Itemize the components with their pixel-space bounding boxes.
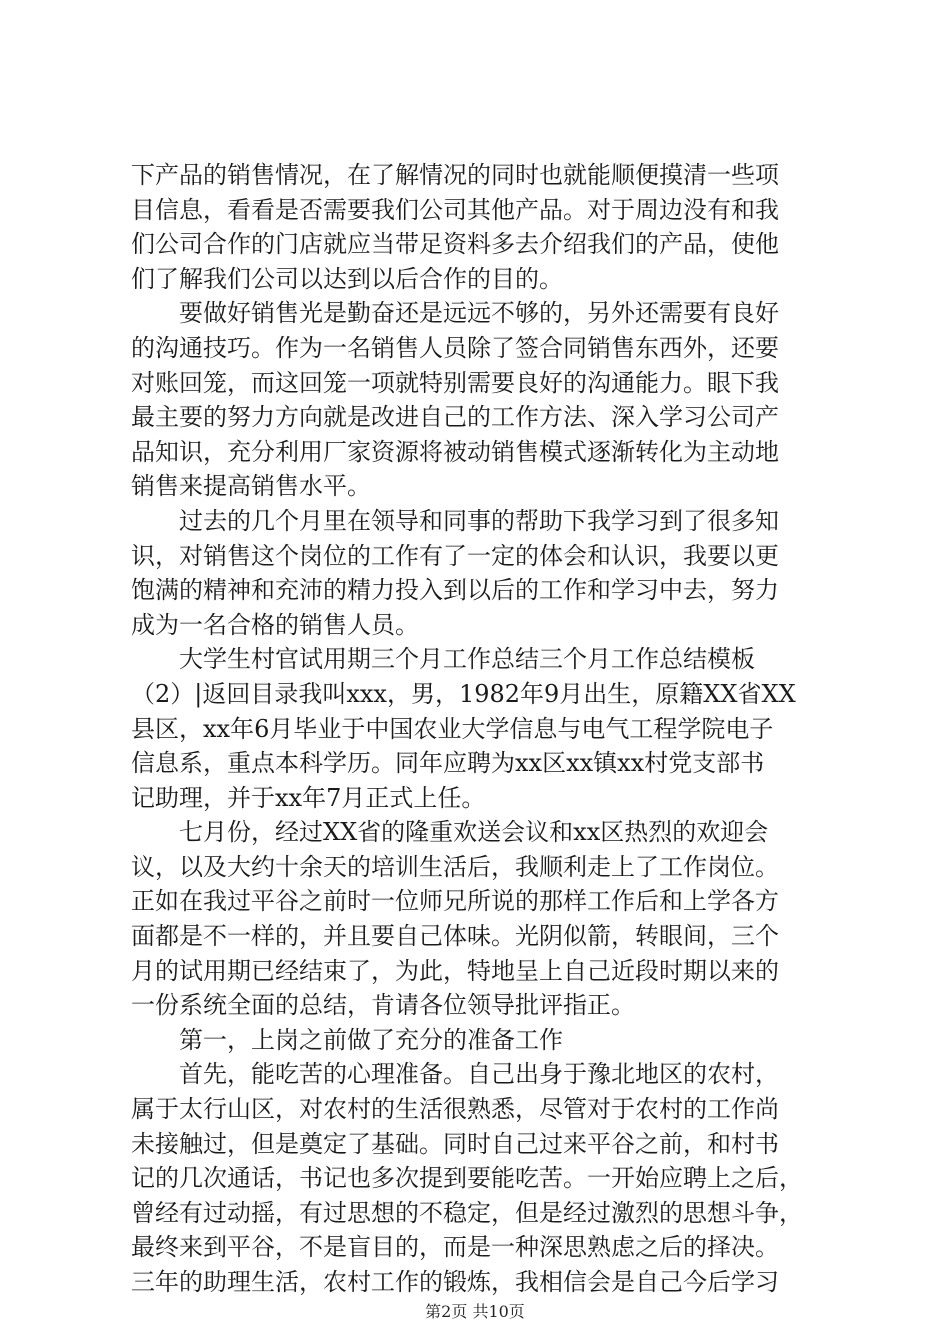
text-line: 第一，上岗之前做了充分的准备工作 [131, 1025, 563, 1054]
text-line: 未接触过，但是奠定了基础。同时自己过来平谷之前，和村书 [131, 1129, 779, 1158]
text-line: 面都是不一样的，并且要自己体味。光阴似箭，转眼间，三个 [131, 922, 779, 951]
text-line: 信息系，重点本科学历。同年应聘为xx区xx镇xx村党支部书 [131, 749, 765, 778]
text-line: 目信息，看看是否需要我们公司其他产品。对于周边没有和我 [131, 195, 779, 224]
text-line: 销售来提高销售水平。 [131, 472, 371, 501]
text-line: 下产品的销售情况，在了解情况的同时也就能顺便摸清一些项 [131, 161, 779, 189]
text-line: 饱满的精神和充沛的精力投入到以后的工作和学习中去，努力 [131, 576, 779, 605]
page-number-footer: 第2页 共10页 [425, 1302, 525, 1321]
text-line: 品知识，充分利用厂家资源将被动销售模式逐渐转化为主动地 [131, 437, 779, 466]
text-line: 月的试用期已经结束了，为此，特地呈上自己近段时期以来的 [131, 956, 779, 985]
text-line: 议，以及大约十余天的培训生活后，我顺利走上了工作岗位。 [131, 852, 779, 881]
text-line: 最主要的努力方向就是改进自己的工作方法、深入学习公司产 [131, 403, 779, 432]
text-line: 对账回笼，而这回笼一项就特别需要良好的沟通能力。眼下我 [131, 368, 779, 397]
text-line: 七月份，经过XX省的隆重欢送会议和xx区热烈的欢迎会 [131, 818, 769, 847]
text-line: 记助理，并于xx年7月正式上任。 [131, 783, 486, 812]
text-line: 首先，能吃苦的心理准备。自己出身于豫北地区的农村， [131, 1060, 779, 1089]
text-line: 要做好销售光是勤奋还是远远不够的，另外还需要有良好 [131, 299, 779, 328]
text-line: （2）|返回目录我叫xxx，男，1982年9月出生，原籍XX省XX [131, 679, 796, 708]
text-line: 最终来到平谷，不是盲目的，而是一种深思熟虑之后的择决。 [131, 1233, 779, 1262]
text-line: 三年的助理生活，农村工作的锻炼，我相信会是自己今后学习 [131, 1268, 779, 1296]
text-line: 大学生村官试用期三个月工作总结三个月工作总结模板 [131, 645, 755, 674]
text-line: 属于太行山区，对农村的生活很熟悉，尽管对于农村的工作尚 [131, 1095, 779, 1124]
text-line: 曾经有过动摇，有过思想的不稳定，但是经过激烈的思想斗争， [131, 1198, 803, 1227]
text-line: 们公司合作的门店就应当带足资料多去介绍我们的产品，使他 [131, 230, 779, 259]
text-line: 记的几次通话，书记也多次提到要能吃苦。一开始应聘上之后， [131, 1164, 803, 1193]
document-body [131, 158, 831, 1300]
text-line: 一份系统全面的总结，肯请各位领导批评指正。 [131, 991, 635, 1020]
text-line: 过去的几个月里在领导和同事的帮助下我学习到了很多知 [131, 506, 779, 535]
text-line: 成为一名合格的销售人员。 [131, 610, 419, 639]
text-line: 的沟通技巧。作为一名销售人员除了签合同销售东西外，还要 [131, 333, 779, 362]
text-line: 们了解我们公司以达到以后合作的目的。 [131, 264, 563, 293]
text-line: 正如在我过平谷之前时一位师兄所说的那样工作后和上学各方 [131, 887, 779, 916]
text-line: 识，对销售这个岗位的工作有了一定的体会和认识，我要以更 [131, 541, 779, 570]
text-line: 县区，xx年6月毕业于中国农业大学信息与电气工程学院电子 [131, 714, 774, 743]
